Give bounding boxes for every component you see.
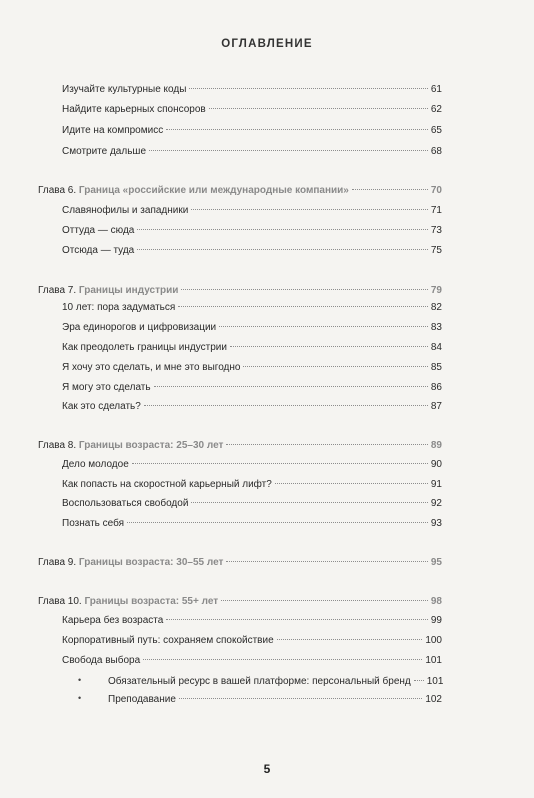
toc-entry-row [62, 400, 442, 413]
dot-leader [143, 659, 422, 660]
toc-entry-row [62, 361, 442, 374]
dot-leader [144, 405, 428, 406]
toc-entry-label [38, 439, 223, 452]
toc-entry-row [62, 381, 442, 394]
toc-entry-label [38, 184, 349, 197]
dot-leader [277, 639, 423, 640]
toc-entry-row [62, 224, 442, 237]
toc-entry-label: Обязательный ресурс в вашей платформе: персональный бренд [108, 676, 411, 687]
toc-entry-row [62, 301, 442, 314]
toc-chapter-row [38, 184, 442, 197]
toc-page-number: 99 [430, 615, 442, 626]
toc-entry-row [62, 204, 442, 217]
dot-leader [132, 463, 428, 464]
dot-leader [275, 483, 428, 484]
toc-entry-label: Отсюда — туда [62, 245, 135, 256]
chapter-prefix: Глава 9. [38, 557, 79, 568]
toc-entry-label: Дело молодое [62, 459, 129, 470]
toc-page-number: 68 [430, 146, 442, 157]
toc-entry-label: Познать себя [62, 518, 125, 529]
chapter-prefix: Глава 10. [38, 596, 85, 607]
toc-page-number: 90 [430, 459, 442, 470]
dot-leader [179, 698, 422, 699]
toc-page-number: 92 [430, 498, 442, 509]
dot-leader [191, 502, 427, 503]
chapter-title: Границы возраста: 55+ лет [84, 596, 219, 607]
toc-entry-label: Оттуда — сюда [62, 225, 135, 236]
toc-entry-row [62, 654, 442, 667]
dot-leader [221, 600, 428, 601]
toc-entry-label: Изучайте культурные коды [62, 84, 187, 95]
toc-entry-label: Как преодолеть границы индустрии [62, 342, 227, 353]
chapter-title: Границы возраста: 25–30 лет [78, 440, 224, 451]
toc-entry-row [62, 497, 442, 510]
toc-page-number: 70 [430, 185, 442, 196]
toc-page-number: 61 [430, 84, 442, 95]
toc-entry-label: Идите на компромисс [62, 125, 164, 136]
toc-entry-row [62, 321, 442, 334]
page-title: ОГЛАВЛЕНИЕ [221, 38, 313, 50]
toc-chapter-row [38, 284, 442, 297]
toc-page-number: 71 [430, 205, 442, 216]
toc-entry-row [62, 614, 442, 627]
chapter-title: Граница «российские или международные компании» [78, 185, 349, 196]
dot-leader [127, 522, 428, 523]
dot-leader [352, 189, 428, 190]
toc-entry-label: Славянофилы и западники [62, 205, 189, 216]
toc-page-number: 62 [430, 104, 442, 115]
toc-entry-label: Я хочу это сделать, и мне это выгодно [62, 362, 241, 373]
toc-entry-label: 10 лет: пора задуматься [62, 302, 176, 313]
toc-page-number: 86 [430, 382, 442, 393]
toc-entry-label: Свобода выбора [62, 655, 141, 666]
toc-entry-label: Воспользоваться свободой [62, 498, 189, 509]
toc-entry-row [62, 124, 442, 137]
chapter-title: Границы индустрии [78, 285, 179, 296]
toc-page-number: 73 [430, 225, 442, 236]
toc-entry-row [62, 145, 442, 158]
toc-entry-label: Как попасть на скоростной карьерный лифт? [62, 479, 272, 490]
dot-leader [154, 386, 428, 387]
dot-leader [166, 129, 428, 130]
toc-entry-label: Эра единорогов и цифровизации [62, 322, 217, 333]
chapter-prefix: Глава 6. [38, 185, 79, 196]
toc-entry-label: Смотрите дальше [62, 146, 146, 157]
toc-entry-label [38, 595, 218, 608]
dot-leader [243, 366, 427, 367]
dot-leader [137, 249, 428, 250]
bullet-icon: • [78, 675, 82, 685]
toc-page-number: 91 [430, 479, 442, 490]
toc-chapter-row [38, 595, 442, 608]
toc-entry-row [108, 675, 442, 688]
toc-entry-label [38, 556, 223, 569]
toc-entry-row [62, 517, 442, 530]
toc-page-number: 95 [430, 557, 442, 568]
toc-entry-row [108, 693, 442, 706]
dot-leader [149, 150, 428, 151]
chapter-prefix: Глава 8. [38, 440, 79, 451]
toc-entry-row [62, 634, 442, 647]
toc-page-number: 101 [426, 676, 444, 687]
toc-entry-label [38, 284, 178, 297]
toc-chapter-row [38, 439, 442, 452]
toc-page-number: 82 [430, 302, 442, 313]
dot-leader [226, 561, 427, 562]
dot-leader [414, 680, 424, 681]
toc-page-number: 79 [430, 285, 442, 296]
toc-page-number: 89 [430, 440, 442, 451]
dot-leader [226, 444, 427, 445]
toc-page-number: 101 [425, 655, 442, 666]
toc-page-number: 65 [430, 125, 442, 136]
toc-entry-label: Карьера без возраста [62, 615, 164, 626]
dot-leader [191, 209, 428, 210]
toc-entry-row [62, 341, 442, 354]
dot-leader [178, 306, 428, 307]
toc-entry-row [62, 244, 442, 257]
toc-page-number: 75 [430, 245, 442, 256]
page-number: 5 [263, 762, 271, 776]
toc-entry-row [62, 458, 442, 471]
chapter-prefix: Глава 7. [38, 285, 79, 296]
toc-entry-row [62, 103, 442, 116]
toc-page-number: 98 [430, 596, 442, 607]
dot-leader [209, 108, 428, 109]
dot-leader [230, 346, 428, 347]
dot-leader [219, 326, 428, 327]
toc-page-number: 93 [430, 518, 442, 529]
toc-entry-label: Найдите карьерных спонсоров [62, 104, 206, 115]
toc-page-number: 102 [425, 694, 442, 705]
toc-entry-row [62, 83, 442, 96]
toc-page-number: 87 [430, 401, 442, 412]
dot-leader [181, 289, 428, 290]
toc-entry-label: Преподавание [108, 694, 176, 705]
dot-leader [166, 619, 428, 620]
toc-entry-row [62, 478, 442, 491]
bullet-icon: • [78, 693, 82, 703]
toc-page-number: 84 [430, 342, 442, 353]
toc-page-number: 100 [425, 635, 442, 646]
toc-entry-label: Корпоративный путь: сохраняем спокойствие [62, 635, 274, 646]
toc-page-number: 85 [430, 362, 442, 373]
toc-page-number: 83 [430, 322, 442, 333]
toc-chapter-row [38, 556, 442, 569]
chapter-title: Границы возраста: 30–55 лет [78, 557, 224, 568]
toc-entry-label: Я могу это сделать [62, 382, 151, 393]
dot-leader [137, 229, 428, 230]
toc-entry-label: Как это сделать? [62, 401, 141, 412]
dot-leader [189, 88, 427, 89]
